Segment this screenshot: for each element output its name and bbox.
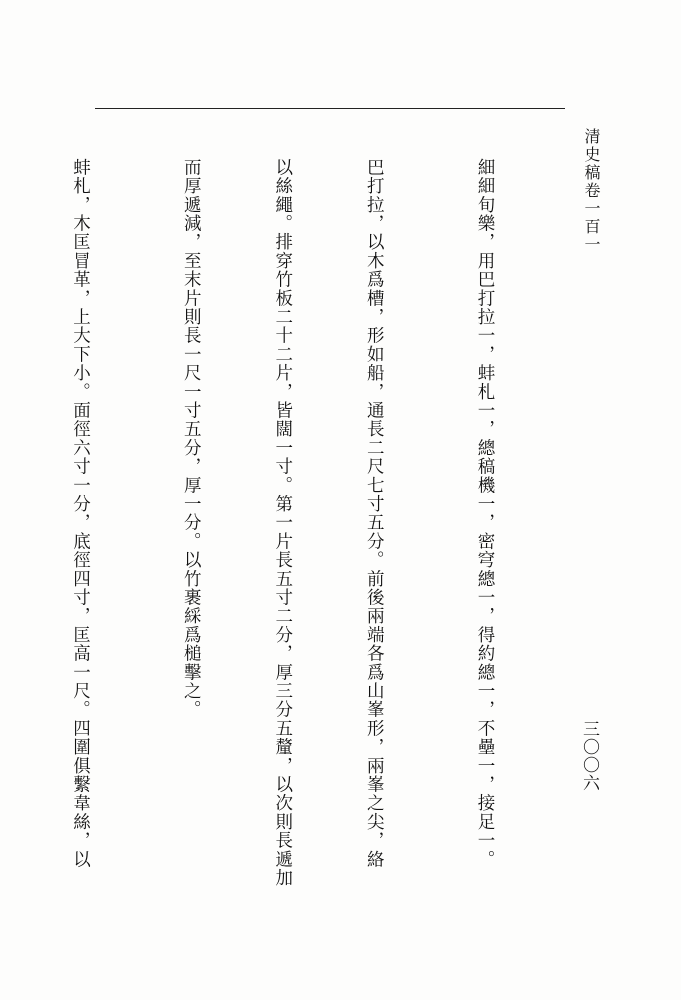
text-column: 蚌札，木匡冒革，上大下小。面徑六寸一分，底徑四寸，匡高一尺。四圍俱繫韋絲，以	[70, 158, 91, 869]
text-column: 以絲繩。排穿竹板二十二片，皆闊一寸。第一片長五寸二分，厚三分五釐，以次則長遞加	[272, 158, 293, 888]
text-column: 巴打拉，以木爲槽，形如船，通長二尺七寸五分。前後兩端各爲山峯形，兩峯之尖，絡	[364, 158, 385, 869]
running-head: 清史稿卷一百一	[582, 128, 601, 254]
page-number: 三〇〇六	[579, 720, 599, 792]
text-column: 細細旬樂，用巴打拉一，蚌札一，總稿機一，密穹總一，得約總一，不壘一，接足一。	[475, 158, 495, 869]
header-rule	[95, 108, 565, 109]
body-text	[70, 158, 561, 928]
text-column	[0, 158, 4, 928]
text-column: 而厚遞減，至末片則長一尺一寸五分，厚一分。以竹裹綵爲槌擊之。	[181, 158, 202, 719]
